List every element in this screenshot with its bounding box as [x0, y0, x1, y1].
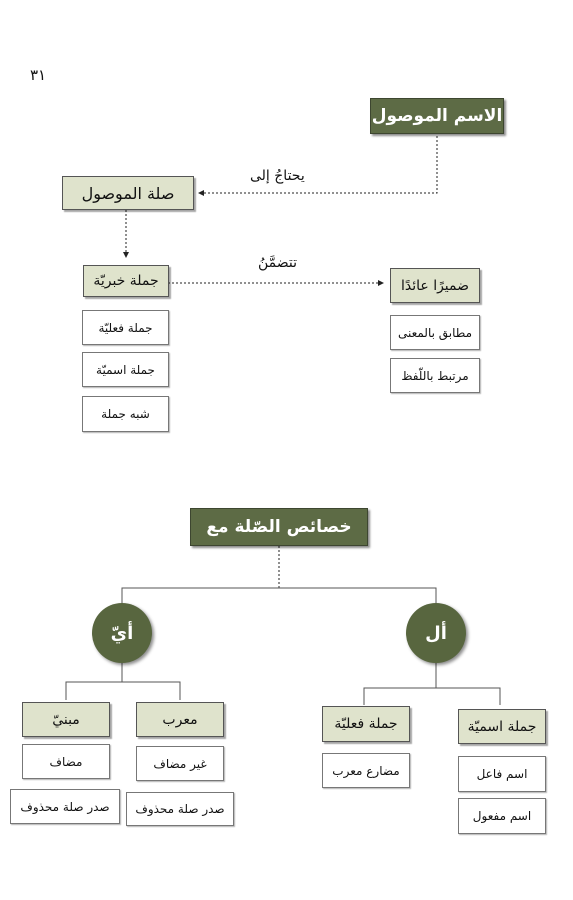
al-bracket-line — [364, 663, 500, 705]
properties-title-box: خصائص الصّلة مع — [190, 508, 368, 546]
type-box: جملة فعليّة — [82, 310, 169, 345]
ayy-bracket-line — [66, 663, 180, 700]
pronoun-prop-box: مطابق بالمعنى — [390, 315, 480, 350]
ayy-murab-box: معرب — [136, 702, 224, 737]
ayy-mabni-item: مضاف — [22, 744, 110, 779]
needs-arrow — [198, 136, 437, 193]
al-filiya-item: مضارع معرب — [322, 753, 410, 788]
type-box: شبه جملة — [82, 396, 169, 432]
root-box: الاسم الموصول — [370, 98, 504, 134]
ayy-mabni-box: مبنيّ — [22, 702, 110, 737]
needs-label: يحتاجُ إلى — [250, 168, 305, 184]
contains-label: تتضمَّنُ — [258, 255, 298, 271]
ayy-circle: أيّ — [92, 603, 152, 663]
khabariya-box: جملة خبريّة — [83, 265, 169, 297]
ayy-murab-item: صدر صلة محذوف — [126, 792, 234, 826]
al-ismiya-item: اسم مفعول — [458, 798, 546, 834]
ayy-murab-item: غير مضاف — [136, 746, 224, 781]
pronoun-box: ضميرًا عائدًا — [390, 268, 480, 303]
al-circle: أل — [406, 603, 466, 663]
ayy-mabni-item: صدر صلة محذوف — [10, 789, 120, 824]
al-ismiya-box: جملة اسميّة — [458, 709, 546, 744]
silah-box: صلة الموصول — [62, 176, 194, 210]
al-ismiya-item: اسم فاعل — [458, 756, 546, 792]
pronoun-prop-box: مرتبط باللّفظ — [390, 358, 480, 393]
main-bracket-line — [122, 588, 436, 603]
page-number: ٣١ — [30, 66, 47, 84]
al-filiya-box: جملة فعليّة — [322, 706, 410, 742]
type-box: جملة اسميّة — [82, 352, 169, 387]
